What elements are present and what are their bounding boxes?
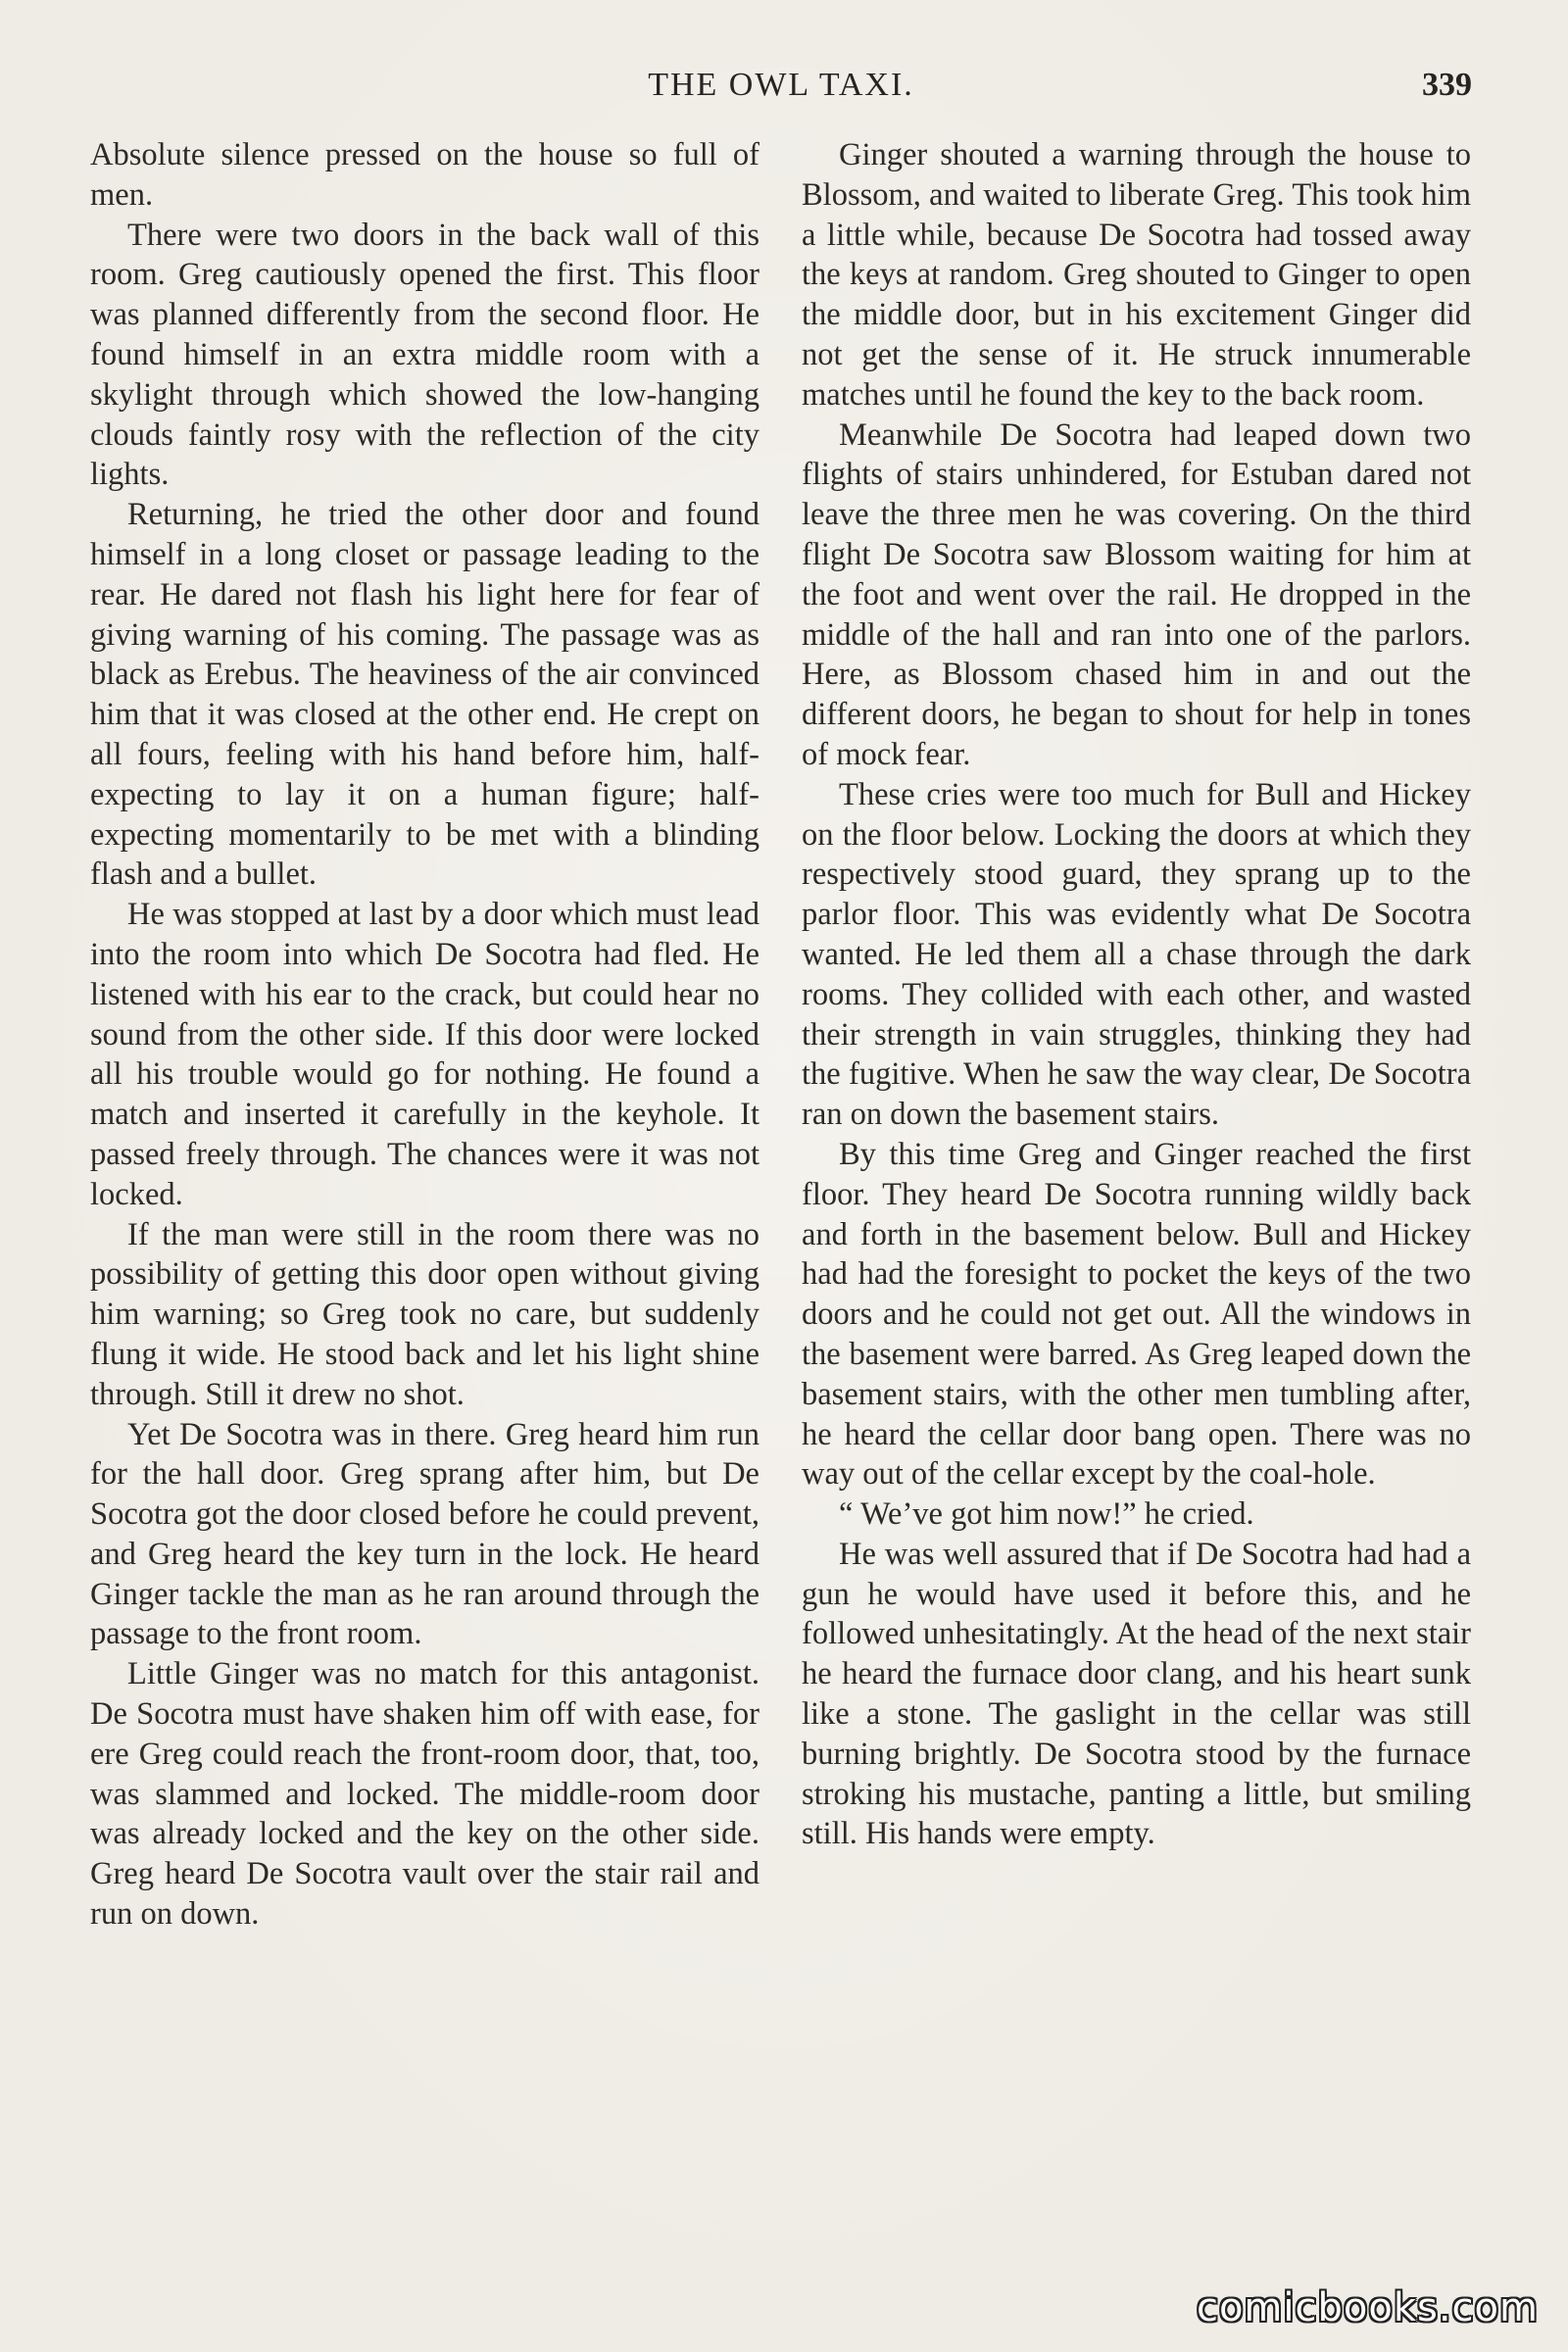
watermark-text: comicbooks.com	[1196, 2285, 1539, 2330]
paragraph: If the man were still in the room there was no possibility of getting this door open without giving him warning; so Greg took no care, but suddenly flung it wide. He stood back and let his light shine through. Still it drew no shot.	[90, 1216, 760, 1412]
paragraph: Ginger shouted a warning through the house to Blossom, and waited to liberate Greg. This took him a little while, because De Socotra had tossed away the keys at random. Greg shouted to Ginger to open the middle door, but in his excitement Ginger did not get the sense of it. He struck innumerable matches until he found the key to the back room.	[802, 137, 1471, 413]
page-number: 339	[1422, 67, 1472, 103]
paragraph: These cries were too much for Bull and Hickey on the floor below. Locking the doors at which they respectively stood guard, they sprang up to the parlor floor. This was evidently what De Socotra wanted. He led them all a chase through the dark rooms. They collided with each other, and wasted their strength in vain struggles, thinking they had the fugitive. When he saw the way clear, De Socotra ran on down the basement stairs.	[802, 776, 1471, 1133]
paragraph: Absolute silence pressed on the house so full of men.	[90, 137, 760, 213]
paragraph: There were two doors in the back wall of this room. Greg cautiously opened the first. This floor was planned differently from the second floor. He found himself in an extra middle room with a skylight through which showed the low-hanging clouds faintly rosy with the reflection of the city lights.	[90, 217, 760, 493]
paragraph: By this time Greg and Ginger reached the first floor. They heard De Socotra running wildly back and forth in the basement below. Bull and Hickey had had the foresight to pocket the keys of the two doors and he could not get out. All the windows in the basement were barred. As Greg leaped down the basement stairs, with the other men tumbling after, he heard the cellar door bang open. There was no way out of the cellar except by the coal-hole.	[802, 1136, 1471, 1493]
paragraph: Yet De Socotra was in there. Greg heard him run for the hall door. Greg sprang after him, but De Socotra got the door closed before he could prevent, and Greg heard the key turn in the lock. He heard Ginger tackle the man as he ran around through the passage to the front room.	[90, 1416, 760, 1652]
running-head	[90, 59, 1472, 118]
right-text-column	[802, 135, 1471, 1854]
paragraph: He was well assured that if De Socotra had had a gun he would have used it before this, and he followed unhesitatingly. At the head of the next stair he heard the furnace door clang, and his heart sunk like a stone. The gaslight in the cellar was still burning brightly. De Socotra stood by the furnace stroking his mustache, panting a little, but smiling still. His hands were empty.	[802, 1536, 1471, 1852]
paragraph: “ We’ve got him now!” he cried.	[839, 1496, 1254, 1533]
running-title: THE OWL TAXI.	[648, 67, 914, 103]
paragraph: Little Ginger was no match for this antagonist. De Socotra must have shaken him off with ease, for ere Greg could reach the front-room door, that, too, was slammed and locked. The middle-room door was already locked and the key on the other side. Greg heard De Socotra vault over the stair rail and run on down.	[90, 1656, 760, 1933]
paragraph: He was stopped at last by a door which must lead into the room into which De Socotra had fled. He listened with his ear to the crack, but could hear no sound from the other side. If this door were locked all his trouble would go for nothing. He found a match and inserted it carefully in the keyhole. It passed freely through. The chances were it was not locked.	[90, 897, 760, 1212]
paragraph: Meanwhile De Socotra had leaped down two flights of stairs unhindered, for Estuban dared not leave the three men he was covering. On the third flight De Socotra saw Blossom waiting for him at the foot and went over the rail. He dropped in the middle of the hall and ran into one of the parlors. Here, as Blossom chased him in and out the different doors, he began to shout for help in tones of mock fear.	[802, 416, 1471, 772]
paragraph: Returning, he tried the other door and found himself in a long closet or passage leading to the rear. He dared not flash his light here for fear of giving warning of his coming. The passage was as black as Erebus. The heaviness of the air convinced him that it was closed at the other end. He crept on all fours, feeling with his hand before him, half-expecting to lay it on a human figure; half-expecting momentarily to be met with a blinding flash and a bullet.	[90, 497, 760, 893]
left-text-column	[90, 135, 760, 1935]
